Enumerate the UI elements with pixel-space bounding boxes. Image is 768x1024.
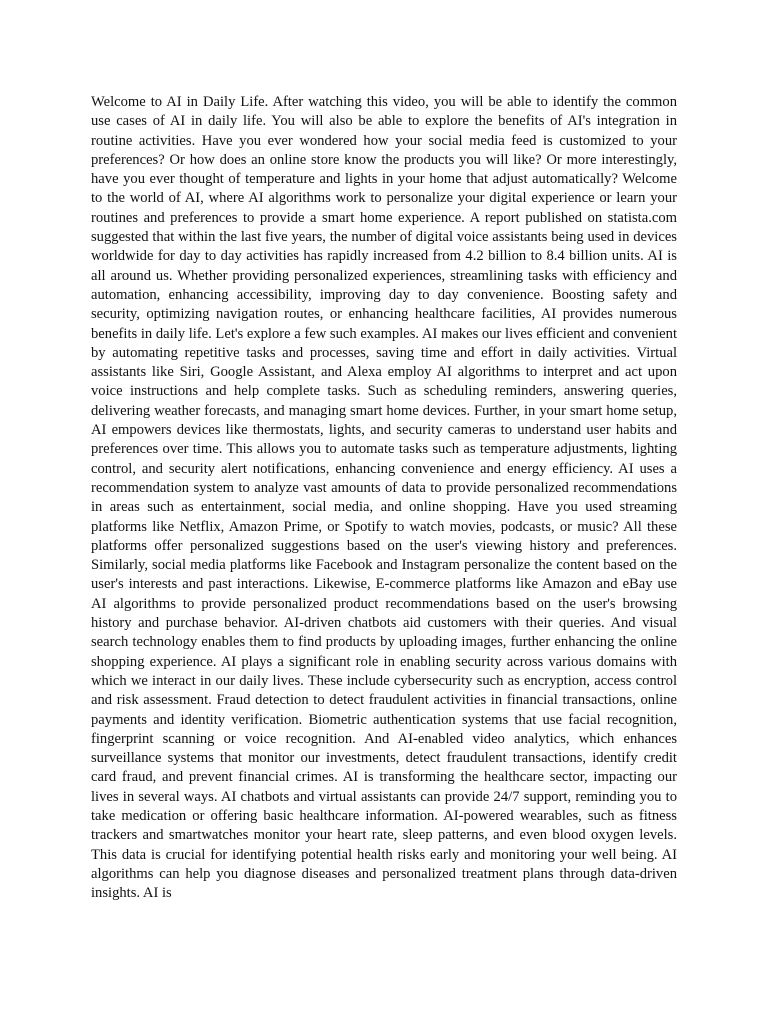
document-page	[91, 93, 677, 903]
body-paragraph: Welcome to AI in Daily Life. After watching this video, you will be able to identify the common use cases of AI in daily life. You will also be able to explore the benefits of AI's integration in routine activities. Have you ever wondered how your social media feed is customized to your preferences? Or how does an online store know the products you will like? Or more interestingly, have you ever thought of temperature and lights in your home that adjust automatically? Welcome to the world of AI, where AI algorithms work to personalize your digital experience or learn your routines and preferences to provide a smart home experience. A report published on statista.com suggested that within the last five years, the number of digital voice assistants being used in devices worldwide for day to day activities has rapidly increased from 4.2 billion to 8.4 billion units. AI is all around us. Whether providing personalized experiences, streamlining tasks with efficiency and automation, enhancing accessibility, improving day to day convenience. Boosting safety and security, optimizing navigation routes, or enhancing healthcare facilities, AI provides numerous benefits in daily life. Let's explore a few such examples. AI makes our lives efficient and convenient by automating repetitive tasks and processes, saving time and effort in daily activities. Virtual assistants like Siri, Google Assistant, and Alexa employ AI algorithms to interpret and act upon voice instructions and help complete tasks. Such as scheduling reminders, answering queries, delivering weather forecasts, and managing smart home devices. Further, in your smart home setup, AI empowers devices like thermostats, lights, and security cameras to understand user habits and preferences over time. This allows you to automate tasks such as temperature adjustments, lighting control, and security alert notifications, enhancing convenience and energy efficiency. AI uses a recommendation system to analyze vast amounts of data to provide personalized recommendations in areas such as entertainment, social media, and online shopping. Have you used streaming platforms like Netflix, Amazon Prime, or Spotify to watch movies, podcasts, or music? All these platforms offer personalized suggestions based on the user's viewing history and preferences. Similarly, social media platforms like Facebook and Instagram personalize the content based on the user's interests and past interactions. Likewise, E-commerce platforms like Amazon and eBay use AI algorithms to provide personalized product recommendations based on the user's browsing history and purchase behavior. AI-driven chatbots aid customers with their queries. And visual search technology enables them to find products by uploading images, further enhancing the online shopping experience. AI plays a significant role in enabling security across various domains with which we interact in our daily lives. These include cybersecurity such as encryption, access control and risk assessment. Fraud detection to detect fraudulent activities in financial transactions, online payments and identity verification. Biometric authentication systems that use facial recognition, fingerprint scanning or voice recognition. And AI-enabled video analytics, which enhances surveillance systems that monitor our investments, detect fraudulent transactions, identify credit card fraud, and prevent financial crimes. AI is transforming the healthcare sector, impacting our lives in several ways. AI chatbots and virtual assistants can provide 24/7 support, reminding you to take medication or offering basic healthcare information. AI-powered wearables, such as fitness trackers and smartwatches monitor your heart rate, sleep patterns, and even blood oxygen levels. This data is crucial for identifying potential health risks early and monitoring your well being. AI algorithms can help you diagnose diseases and personalized treatment plans through data-driven insights. AI is	[91, 94, 677, 902]
